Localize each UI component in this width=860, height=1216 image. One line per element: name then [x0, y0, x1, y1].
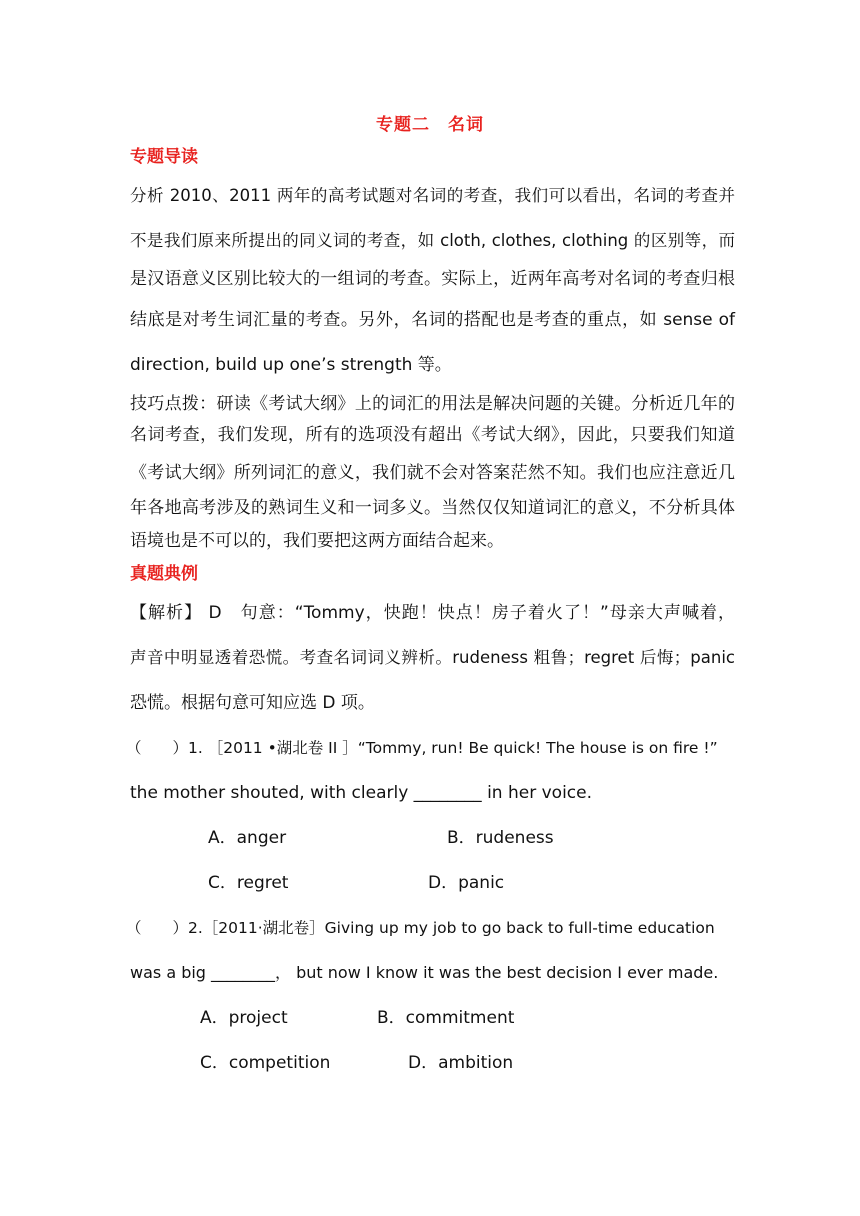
question-2-stem: （ ）2.［2011·湖北卷］Giving up my job to go back to full-time education [126, 919, 715, 937]
page-title: 专题二 名词 [376, 115, 484, 135]
intro-paragraph-line: 分析 2010、2011 两年的高考试题对名词的考查，我们可以看出，名词的考查并 [130, 186, 735, 205]
question-2-stem-cont: was a big ________， but now I know it was the best decision I ever made. [130, 963, 719, 982]
section-heading-examples: 真题典例 [130, 564, 198, 584]
intro-paragraph-line: 结底是对考生词汇量的考查。另外，名词的搭配也是考查的重点，如 sense of [130, 310, 735, 330]
intro-paragraph-line: 不是我们原来所提出的同义词的考查，如 cloth, clothes, clothing 的区别等，而 [130, 231, 735, 250]
question-1-option-d: D．panic [428, 873, 505, 893]
question-1-stem: （ ）1. ［2011 •湖北卷 II ］“Tommy, run! Be quick! The house is on fire !” [126, 739, 718, 757]
tips-paragraph-line: 年各地高考涉及的熟词生义和一词多义。当然仅仅知道词汇的意义，不分析具体 [130, 498, 735, 518]
question-1-option-c: C．regret [208, 873, 289, 893]
analysis-line: 声音中明显透着恐慌。考查名词词义辨析。rudeness 粗鲁；regret 后悔；panic [130, 648, 735, 667]
intro-paragraph-line: direction, build up one’s strength 等。 [130, 355, 452, 375]
analysis-line: 恐慌。根据句意可知应选 D 项。 [130, 693, 375, 713]
tips-paragraph-line: 《考试大纲》所列词汇的意义，我们就不会对答案茫然不知。我们也应注意近几 [130, 463, 735, 483]
tips-paragraph-line: 技巧点拨：研读《考试大纲》上的词汇的用法是解决问题的关键。分析近几年的 [130, 394, 735, 414]
analysis-line: 【解析】 D 句意：“Tommy，快跑！快点！房子着火了！”母亲大声喊着， [130, 603, 735, 623]
question-2-option-d: D．ambition [408, 1053, 514, 1073]
intro-paragraph-line: 是汉语意义区别比较大的一组词的考查。实际上，近两年高考对名词的考查归根 [130, 269, 735, 289]
question-1-option-a: A．anger [208, 828, 287, 848]
tips-paragraph-line: 语境也是不可以的，我们要把这两方面结合起来。 [130, 531, 504, 551]
question-1-stem-cont: the mother shouted, with clearly ________ in her voice. [130, 783, 593, 803]
question-2-option-a: A．project [200, 1008, 288, 1028]
question-1-option-b: B．rudeness [447, 828, 554, 848]
question-2-option-b: B．commitment [377, 1008, 515, 1028]
tips-paragraph-line: 名词考查，我们发现，所有的选项没有超出《考试大纲》，因此，只要我们知道 [130, 425, 735, 445]
question-2-option-c: C．competition [200, 1053, 331, 1073]
section-heading-guide: 专题导读 [130, 147, 198, 167]
